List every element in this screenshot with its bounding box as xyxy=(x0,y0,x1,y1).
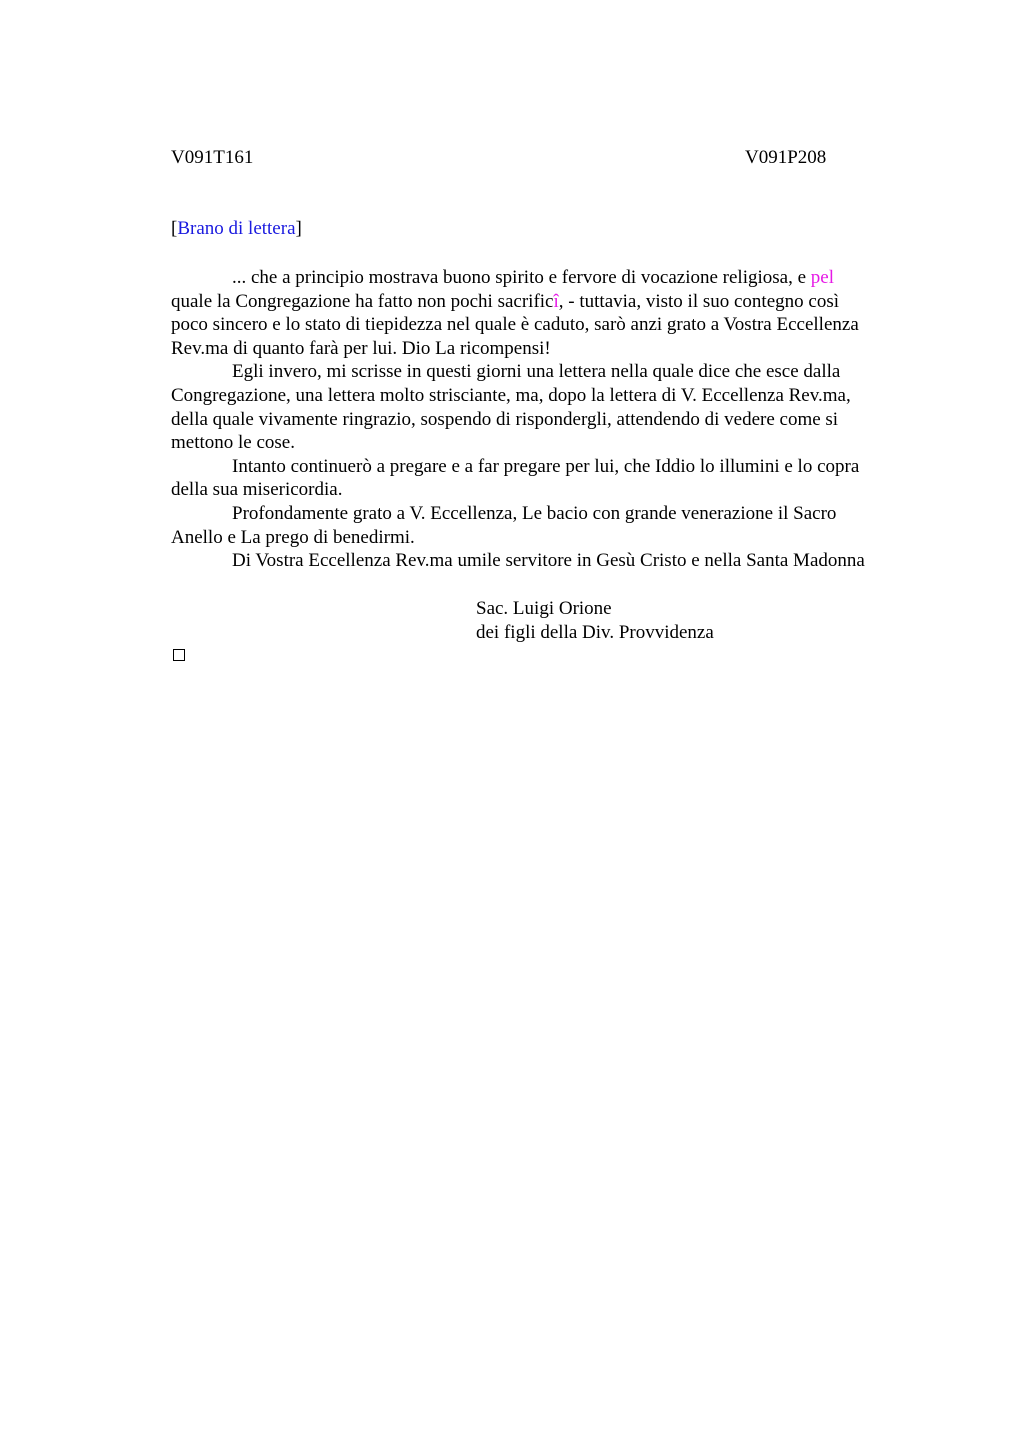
paragraph-text: quale la Congregazione ha fatto non pochi sacrific xyxy=(171,290,554,312)
signature-subtitle: dei figli della Div. Provvidenza xyxy=(476,622,714,643)
paragraph-line: Egli invero, mi scrisse in questi giorni una lettera nella quale dice che esce dalla xyxy=(232,361,841,383)
paragraph-text: ... che a principio mostrava buono spirito e fervore di vocazione religiosa, e xyxy=(232,267,811,288)
paragraph-line: Intanto continuerò a pregare e a far pregare per lui, che Iddio lo illumini e lo copra xyxy=(232,455,860,477)
heading-title: Brano di lettera xyxy=(177,218,296,239)
paragraph-line: Congregazione, una lettera molto strisciante, ma, dopo la lettera di V. Eccellenza Rev.ma, xyxy=(171,384,851,406)
signature-name: Sac. Luigi Orione xyxy=(476,598,612,619)
paragraph-line xyxy=(110,290,931,314)
paragraph-line: Anello e La prego di benedirmi. xyxy=(171,526,415,548)
paragraph-line xyxy=(171,266,931,290)
document-code-left: V091T161 xyxy=(171,147,254,168)
signature-block xyxy=(476,597,714,645)
paragraph-5 xyxy=(171,549,931,573)
paragraph-line: della sua misericordia. xyxy=(171,479,343,501)
letter-body xyxy=(171,266,931,573)
paragraph-text: , - tuttavia, visto il suo contegno così xyxy=(558,290,839,312)
letter-heading xyxy=(171,217,302,241)
empty-square-icon xyxy=(173,649,185,661)
paragraph-2 xyxy=(171,360,931,454)
highlighted-char: î xyxy=(553,290,559,312)
heading-bracket-open: [ xyxy=(171,218,178,239)
highlighted-word: pel xyxy=(810,267,834,288)
paragraph-line: mettono le cose. xyxy=(171,432,295,454)
paragraph-3 xyxy=(171,455,931,502)
document-code-right: V091P208 xyxy=(745,147,827,168)
heading-bracket-close: ] xyxy=(295,218,302,239)
paragraph-4 xyxy=(171,502,931,549)
paragraph-line: della quale vivamente ringrazio, sospendo di rispondergli, attendendo di vedere come si xyxy=(171,408,839,430)
paragraph-line: Rev.ma di quanto farà per lui. Dio La ricompensi! xyxy=(171,337,551,359)
paragraph-line: Di Vostra Eccellenza Rev.ma umile servitore in Gesù Cristo e nella Santa Madonna xyxy=(232,550,865,572)
paragraph-1 xyxy=(171,266,931,360)
paragraph-line: Profondamente grato a V. Eccellenza, Le bacio con grande venerazione il Sacro xyxy=(232,502,837,524)
paragraph-line: poco sincero e lo stato di tiepidezza nel quale è caduto, sarò anzi grato a Vostra Eccellenza xyxy=(171,314,859,336)
